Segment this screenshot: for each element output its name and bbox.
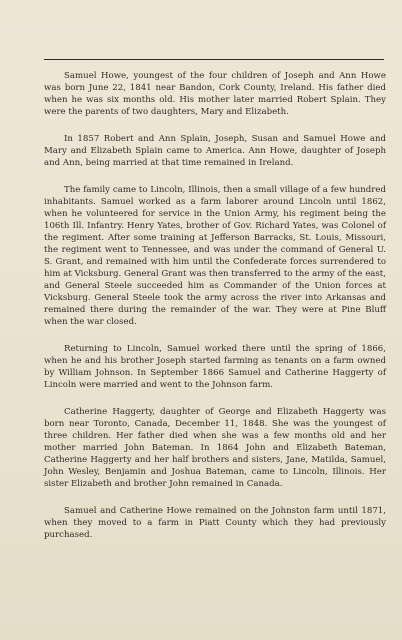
paragraph-2: In 1857 Robert and Ann Splain, Joseph, Susan and Samuel Howe and Mary and Elizabeth Splain came to America. Ann Howe, daughter of Joseph and Ann, being married at that time remained in Ireland. bbox=[44, 134, 386, 168]
top-rule bbox=[44, 59, 384, 60]
body-text bbox=[44, 70, 386, 541]
paragraph-3: The family came to Lincoln, Illinois, then a small village of a few hundred inhabitants. Samuel worked as a farm laborer around Lincoln until 1862, when he volunteered for service in the Union Army, his regiment being the 106th Ill. Infantry. Henry Yates, brother of Gov. Richard Yates, was Colonel of the regiment. After some training at Jefferson Barracks, St. Louis, Missouri, the regiment went to Tennessee, and was under the command of General U. S. Grant, and remained with him until the Confederate forces surrendered to him at Vicksburg. General Grant was then transferred to the army of the east, and General Steele succeeded him as Commander of the Union forces at Vicksburg. General Steele took the army across the river into Arkansas and remained there during the remainder of the war. They were at Pine Bluff when the war closed. bbox=[44, 185, 386, 327]
paragraph-4: Returning to Lincoln, Samuel worked there until the spring of 1866, when he and his brother Joseph started farming as tenants on a farm owned by William Johnson. In September 1866 Samuel and Catherine Haggerty of Lincoln were married and went to the Johnson farm. bbox=[44, 344, 386, 390]
paragraph-6: Samuel and Catherine Howe remained on the Johnston farm until 1871, when they moved to a farm in Piatt County which they had previously purchased. bbox=[44, 506, 386, 540]
paragraph-1: Samuel Howe, youngest of the four children of Joseph and Ann Howe was born June 22, 1841 near Bandon, Cork County, Ireland. His father died when he was six months old. His mother later married Robert Splain. They were the parents of two daughters, Mary and Elizabeth. bbox=[44, 71, 386, 117]
paragraph-5: Catherine Haggerty, daughter of George and Elizabeth Haggerty was born near Toronto, Canada, December 11, 1848. She was the youngest of three children. Her father died when she was a few months old and her mother married John Bateman. In 1864 John and Elizabeth Bateman, Catherine Haggerty and her half brothers and sisters, Jane, Matilda, Samuel, John Wesley, Benjamin and Joshua Bateman, came to Lincoln, Illinois. Her sister Elizabeth and brother John remained in Canada. bbox=[44, 407, 386, 489]
